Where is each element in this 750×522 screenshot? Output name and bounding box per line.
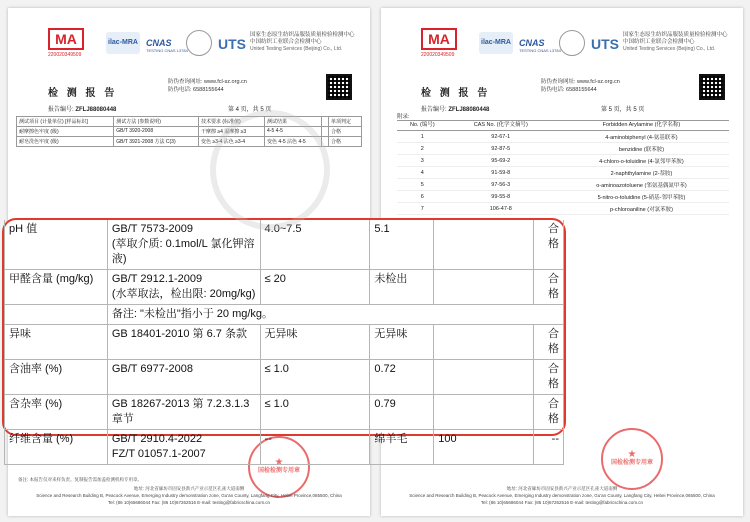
- uts-logo: UTS: [591, 36, 619, 52]
- table-row: 2 92-87-5 benzidine (联苯胺): [397, 143, 729, 155]
- table-row-odor: 异味 GB 18401-2010 第 6.7 条款 无异味 无异味 合格: [5, 325, 564, 360]
- table-row-oil: 含油率 (%) GB/T 6977-2008 ≤ 1.0 0.72 合格: [5, 360, 564, 395]
- logo-bar: [391, 28, 733, 68]
- table-row-fiber: 纤维含量 (%) GB/T 2910.4-2022 FZ/T 01057.1-2007 -- 绵羊毛 100 --: [5, 430, 564, 465]
- table-row: 4 91-59-8 2-naphthylamine (2-萘胺): [397, 167, 729, 179]
- table-header-row: No. (编号) CAS No. (化学文摘号) Forbidden Arylamine (化学名称): [397, 121, 729, 131]
- magnified-results-card: [2, 218, 566, 460]
- appendix-label: 附录:: [397, 114, 410, 120]
- results-table-background: [16, 116, 362, 147]
- table-row: 1 92-67-1 4-aminobiphenyl (4-氨基联苯): [397, 131, 729, 143]
- page-number: 第 5 页，共 5 页: [601, 107, 645, 113]
- table-row-impurity: 含杂率 (%) GB 18267-2013 第 7.2.3.1.3 章节 ≤ 1.0 0.79 合格: [5, 395, 564, 430]
- anti-fake-info: 防伪查询网址: www.fcl-sz.org.cn 防伪电话: 6588155644: [168, 79, 247, 93]
- cnas-logo: CNAS TESTING CNAS L3784: [146, 38, 188, 53]
- org-name: 国家生态原生纺织品服装质量检验检测中心 中国纺织工业联合会检测中心 United Testing Services (Beijing) Co., Ltd.: [623, 32, 728, 52]
- page-number: 第 4 页，共 5 页: [228, 107, 272, 113]
- qr-code-icon: [326, 74, 352, 100]
- table-row-note: 备注: "未检出"指小于 20 mg/kg。: [5, 305, 564, 325]
- cnas-logo: CNAS TESTING CNAS L3784: [519, 38, 561, 53]
- page-footer: 地址: 河北省廊坊市固安县新兴产业示范区孔雀大道南侧 Science and Research Building B, Peacock Avenue, Emerging Industry demonstration zone, Gu'an County, Langfang City, Hebei Province,065500, China Tel: (86 10)65686044 Fax: (86 10)67262516 E-mail: testing@fabricschina.com.cn: [409, 486, 715, 505]
- table-row-ph: pH 值 GB/T 7573-2009 (萃取介质: 0.1mol/L 氯化钾溶液) 4.0~7.5 5.1 合格: [5, 220, 564, 270]
- report-title: 检 测 报 告: [48, 88, 118, 99]
- page-footer: 备注: 本报告仅对来样负责。复制报告需加盖检测机构专用章。 地址: 河北省廊坊市固安县新兴产业示范区孔雀大道南侧 Science and Research Building B, Peacock Avenue, Emerging Industry demonstration zone, Gu'an County, Langfang City, Hebei Province,065500, China Tel: (86 10)65686044 Fax: (86 10)67262516 E-mail: testing@fabricschina.com.cn: [18, 477, 342, 505]
- star-icon: ★: [274, 457, 284, 468]
- table-row: 耐摩擦色牢度 (级) GB/T 3920-2008 干摩擦 ≥4 湿摩擦 ≥3 4-5 4-5 合格: [17, 127, 362, 137]
- table-row: 3 95-69-2 4-chloro-o-toluidine (4-氯邻甲苯胺): [397, 155, 729, 167]
- table-row-formaldehyde: 甲醛含量 (mg/kg) GB/T 2912.1-2009 (水萃取法，检出限: 20mg/kg) ≤ 20 未检出 合格: [5, 270, 564, 305]
- certification-icon: [559, 30, 585, 56]
- anti-fake-info: 防伪查询网址: www.fcl-sz.org.cn 防伪电话: 6588155644: [541, 79, 620, 93]
- ilac-logo: ilac-MRA: [479, 32, 513, 54]
- qr-code-icon: [699, 74, 725, 100]
- certification-icon: [186, 30, 212, 56]
- table-row: 耐皂洗色牢度 (级) GB/T 3921-2008 方法 C(3) 变色 ≥3-4 沾色 ≥3-4 变色 4-5 沾色 4-5 合格: [17, 137, 362, 147]
- table-row: 5 97-56-3 o-aminoazotoluene (邻氨基偶氮甲苯): [397, 179, 729, 191]
- table-row: 6 99-55-8 5-nitro-o-toluidine (5-硝基-邻甲苯胺): [397, 191, 729, 203]
- report-number: 报告编号: ZFLJ88080448: [421, 107, 490, 113]
- report-title: 检 测 报 告: [421, 88, 491, 99]
- logo-bar: [18, 28, 360, 68]
- uts-logo: UTS: [218, 36, 246, 52]
- report-number: 报告编号: ZFLJ88080448: [48, 107, 117, 113]
- arylamine-table: [397, 120, 729, 215]
- org-name: 国家生态原生纺织品服装质量检验检测中心 中国纺织工业联合会检测中心 United Testing Services (Beijing) Co., Ltd.: [250, 32, 355, 52]
- star-icon: ★: [627, 449, 637, 460]
- table-row: 7 106-47-8 p-chloroaniline (对氯苯胺): [397, 203, 729, 215]
- ilac-logo: ilac-MRA: [106, 32, 140, 54]
- table-header-row: 测试项目 (计量单位) [样品标识] 测试方法 (参数说明) 技术要求 (标准值) 测试结果 单项判定: [17, 117, 362, 127]
- cma-logo: MA 220020349509: [421, 28, 465, 62]
- cma-logo: MA 220020349509: [48, 28, 92, 62]
- official-stamp: ★ 国检检测专用章: [601, 428, 663, 490]
- official-stamp: ★ 国检检测专用章: [248, 436, 310, 498]
